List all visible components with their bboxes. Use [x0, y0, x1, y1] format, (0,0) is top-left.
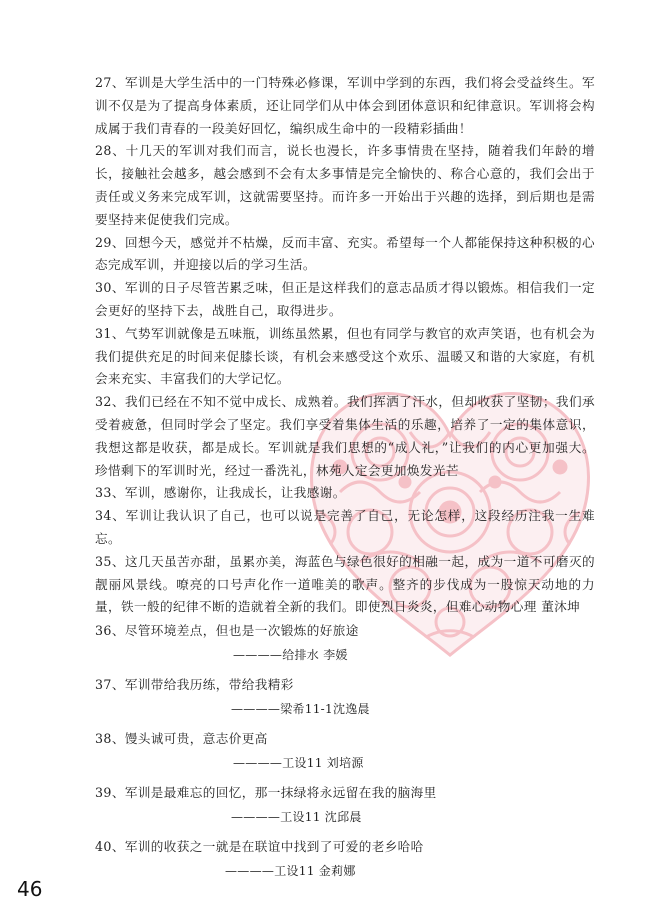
entry-36-signature: ————给排水 李媛	[233, 648, 348, 663]
entry-36-text: 36、尽管环境差点，但也是一次锻炼的好旅途	[95, 623, 359, 639]
paragraph-28: 28、十几天的军训对我们而言，说长也漫长，许多事情贵在坚持，随着我们年龄的增长，接触社会越多，越会感到不会有太多事情是完全愉快的、称合心意的，我们会出于责任或义务来完成军训，这就需要坚持。而许多一开始出于兴趣的选择，到后期也是需要坚持来促使我们完成。	[95, 143, 595, 227]
entry-37-text: 37、军训带给我历练，带给我精彩	[95, 677, 294, 693]
entry-39-text: 39、军训是最难忘的回忆，那一抹绿将永远留在我的脑海里	[95, 785, 437, 801]
entry-38-signature: ————工设11 刘培源	[233, 756, 364, 771]
paragraph-27: 27、军训是大学生活中的一门特殊必修课，军训中学到的东西，我们将会受益终生。军训不仅是为了提高身体素质，还让同学们从中体会到团体意识和纪律意识。军训将会构成属于我们青春的一段美好回忆，编织成生命中的一段精彩插曲！	[95, 75, 595, 136]
page-number: 46	[17, 877, 43, 901]
paragraph-34: 34、军训让我认识了自己，也可以说是完善了自己，无论怎样，这段经历注我一生难忘。	[95, 508, 595, 546]
document-body	[95, 72, 595, 889]
paragraph-33: 33、军训，感谢你，让我成长，让我感谢。	[95, 485, 346, 501]
paragraph-35: 35、这几天虽苦亦甜，虽累亦美，海蓝色与绿色很好的相融一起，成为一道不可磨灭的靓丽风景线。嘹亮的口号声化作一道唯美的歌声。整齐的步伐成为一股惊天动地的力量，铁一般的纪律不断的造就着全新的我们。即使烈日炎炎，但难心动物心理 董沐坤	[95, 553, 595, 615]
entry-38-text: 38、馒头诚可贵，意志价更高	[95, 731, 268, 747]
paragraph-29: 29、回想今天，感觉并不枯燥，反而丰富、充实。希望每一个人都能保持这种积极的心态完成军训，并迎接以后的学习生活。	[95, 234, 595, 273]
paragraph-31: 31、气势军训就像是五味瓶，训练虽然累，但也有同学与教官的欢声笑语，也有机会为我们提供充足的时间来促膝长谈，有机会来感受这个欢乐、温暖又和谐的大家庭，有机会来充实、丰富我们的大学记忆。	[95, 325, 595, 387]
entry-37-signature: ————梁希11-1沈逸晨	[231, 702, 370, 717]
entry-40-signature: ————工设11 金莉娜	[225, 864, 356, 879]
entry-40-text: 40、军训的收获之一就是在联谊中找到了可爱的老乡哈哈	[95, 839, 424, 855]
entry-39-signature: ————工设11 沈邱晨	[231, 810, 362, 825]
paragraph-30: 30、军训的日子尽管苦累乏味，但正是这样我们的意志品质才得以锻炼。相信我们一定会更好的坚持下去，战胜自己，取得进步。	[95, 280, 595, 318]
paragraph-32: 32、我们已经在不知不觉中成长、成熟着。我们挥洒了汗水，但却收获了坚韧；我们承受着疲惫，但同时学会了坚定。我们享受着集体生活的乐趣，培养了一定的集体意识，我想这都是收获，都是成长。军训就是我们思想的“成人礼，”让我们的内心更加强大。珍惜剩下的军训时光，经过一番洗礼，林苑人定会更加焕发光芒	[95, 394, 595, 478]
